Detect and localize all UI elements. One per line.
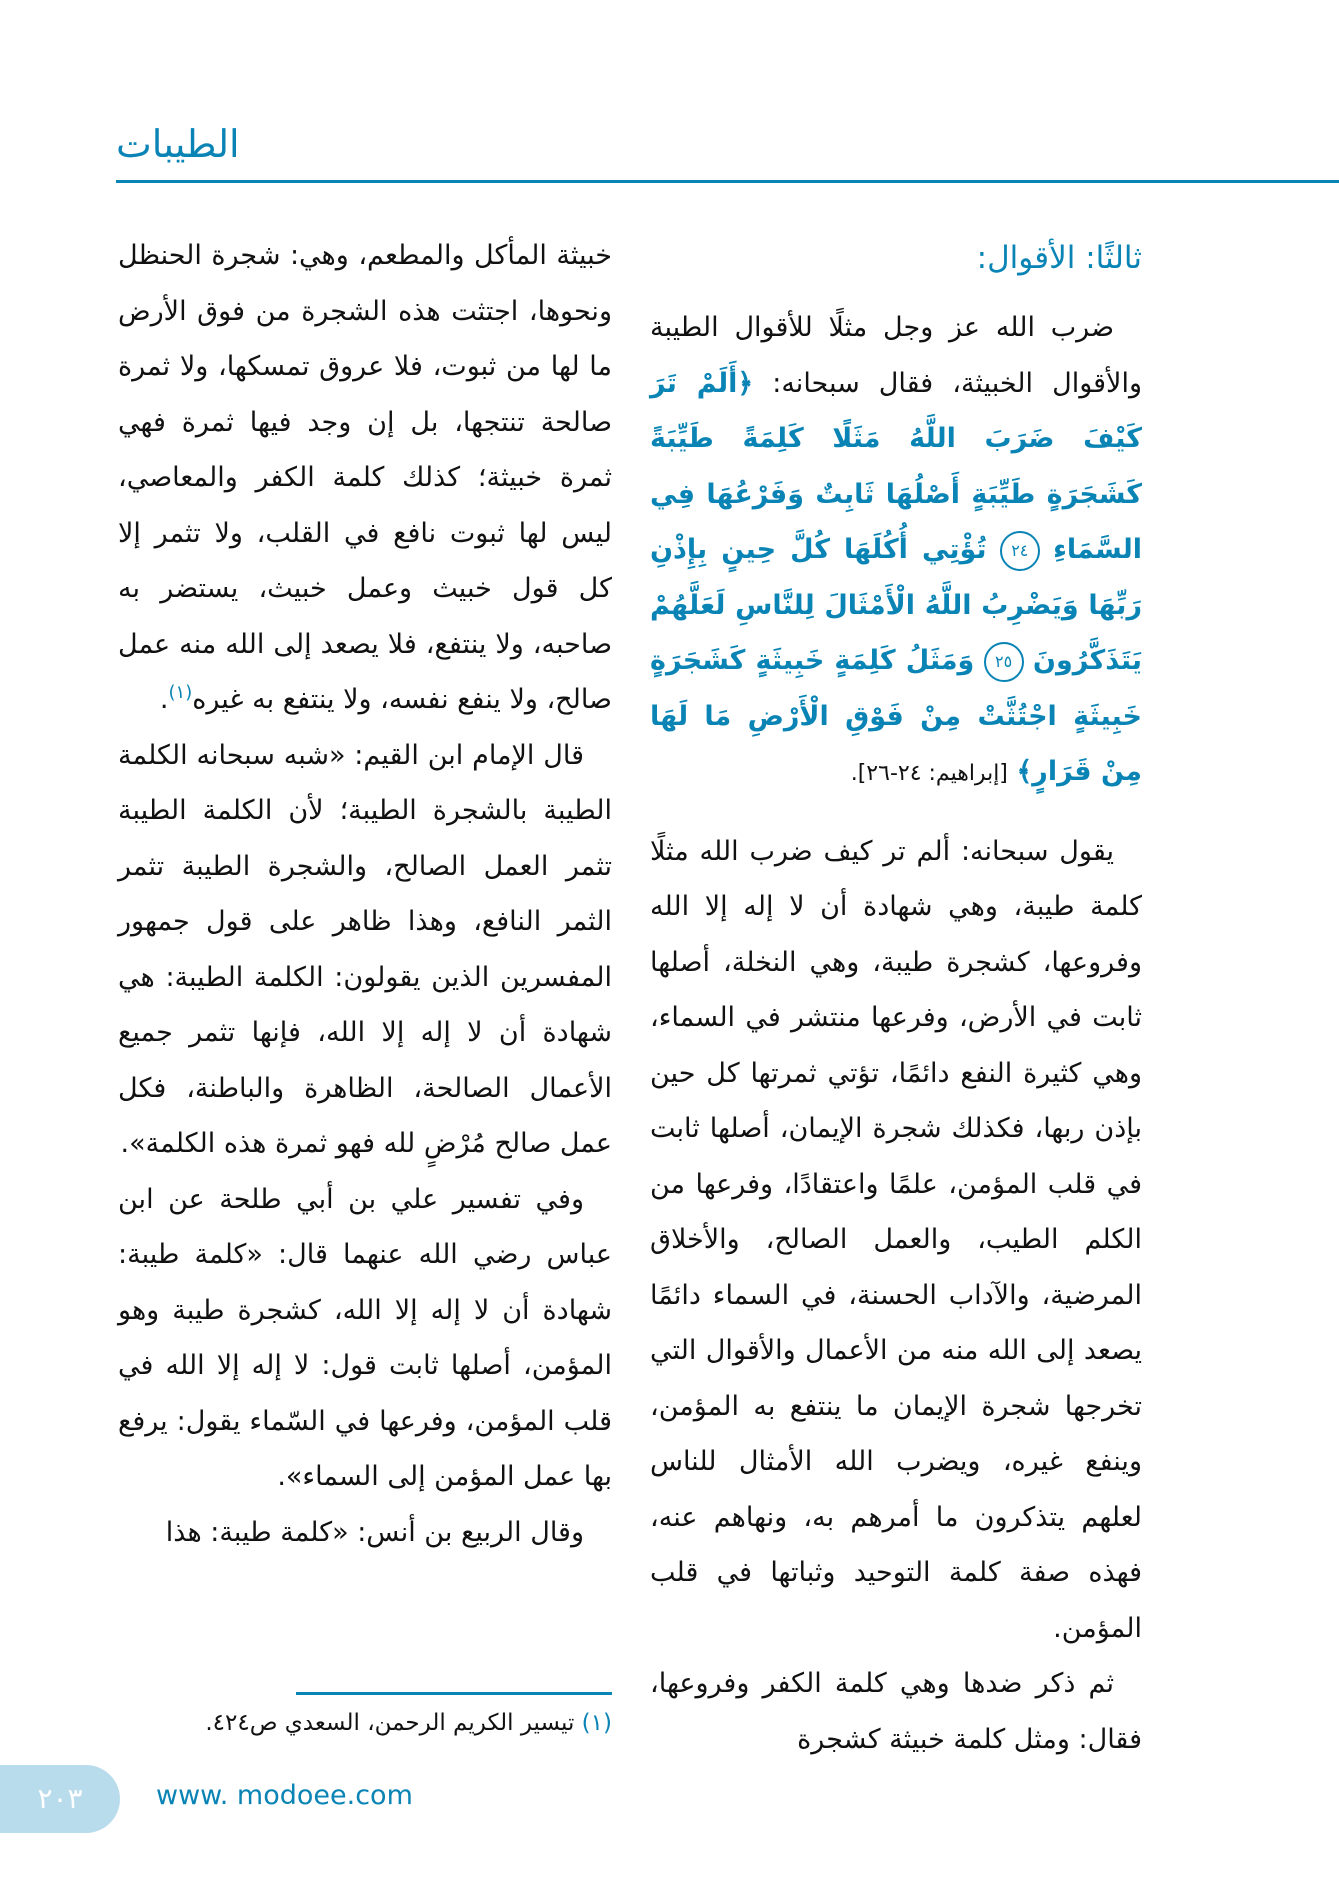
ayah-number-24: ٢٤: [1000, 531, 1040, 571]
header-divider: [116, 180, 1339, 183]
intro-text: ضرب الله عز وجل مثلًا للأقوال الطيبة والأقوال الخبيثة، فقال سبحانه:: [650, 312, 1142, 399]
body-paragraph: قال الإمام ابن القيم: «شبه سبحانه الكلمة الطيبة بالشجرة الطيبة؛ لأن الكلمة الطيبة تثمر العمل الصالح، والشجرة الطيبة تثمر الثمر النافع، وهذا ظاهر على قول جمهور المفسرين الذين يقولون: الكلمة الطيبة: هي شهادة أن لا إله إلا الله، فإنها تثمر جميع الأعمال الصالحة، الظاهرة والباطنة، فكل عمل صالح مُرْضٍ لله فهو ثمرة هذه الكلمة».: [118, 739, 612, 1159]
quran-verse-24: ﴿أَلَمْ تَرَ كَيْفَ ضَرَبَ اللَّهُ مَثَلًا كَلِمَةً طَيِّبَةً كَشَجَرَةٍ طَيِّبَةٍ أَصْلُهَا ثَابِتٌ وَفَرْعُهَا فِي السَّمَاءِ: [650, 367, 1142, 565]
quran-verse-26: وَمَثَلُ كَلِمَةٍ خَبِيثَةٍ كَشَجَرَةٍ خَبِيثَةٍ اجْتُثَّتْ مِنْ فَوْقِ الْأَرْضِ مَا لَهَا مِنْ قَرَارٍ﴾: [650, 645, 1142, 787]
body-paragraph: ثم ذكر ضدها وهي كلمة الكفر وفروعها، فقال: ومثل كلمة خبيثة كشجرة: [650, 1668, 1142, 1755]
section-title: ثالثًا: الأقوال:: [976, 240, 1142, 276]
verse-reference: [إبراهيم: ٢٤-٢٦].: [850, 761, 1008, 786]
right-column: [650, 228, 1142, 1767]
footnote: [150, 1705, 612, 1741]
quran-verse-25: تُؤْتِي أُكُلَهَا كُلَّ حِينٍ بِإِذْنِ رَبِّهَا وَيَضْرِبُ اللَّهُ الْأَمْثَالَ لِلنَّاسِ لَعَلَّهُمْ يَتَذَكَّرُونَ: [650, 534, 1142, 676]
footnote-reference[interactable]: (١): [168, 682, 193, 703]
website-link[interactable]: www. modoee.com: [156, 1780, 413, 1811]
page-number-badge: ٢٠٣: [0, 1765, 120, 1833]
footnote-text: تيسير الكريم الرحمن، السعدي ص٤٢٤.: [205, 1710, 575, 1736]
ayah-number-25: ٢٥: [984, 642, 1024, 682]
footnote-divider: [296, 1692, 612, 1695]
intro-paragraph: [650, 300, 1142, 802]
paragraph-text: خبيثة المأكل والمطعم، وهي: شجرة الحنظل ونحوها، اجتثت هذه الشجرة من فوق الأرض ما لها من ثبوت، فلا عروق تمسكها، ولا ثمرة صالحة تنتجها، بل إن وجد فيها ثمرة فهي ثمرة خبيثة؛ كذلك كلمة الكفر والمعاصي، ليس لها ثبوت نافع في القلب، ولا تثمر إلا كل قول خبيث وعمل خبيث، يستضر به صاحبه، ولا ينتفع، فلا يصعد إلى الله منه عمل صالح، ولا ينفع نفسه، ولا ينتفع به غيره: [118, 240, 612, 715]
body-paragraph: وفي تفسير علي بن أبي طلحة عن ابن عباس رضي الله عنهما قال: «كلمة طيبة: شهادة أن لا إله إلا الله، كشجرة طيبة وهو المؤمن، أصلها ثابت قول: لا إله إلا الله في قلب المؤمن، وفرعها في السّماء يقول: يرفع بها عمل المؤمن إلى السماء».: [118, 1183, 612, 1492]
running-header-title: الطيبات: [116, 122, 240, 166]
body-paragraph: يقول سبحانه: ألم تر كيف ضرب الله مثلًا كلمة طيبة، وهي شهادة أن لا إله إلا الله وفروعها، كشجرة طيبة، وهي النخلة، أصلها ثابت في الأرض، وفرعها منتشر في السماء، وهي كثيرة النفع دائمًا، تؤتي ثمرتها كل حين بإذن ربها، فكذلك شجرة الإيمان، أصلها ثابت في قلب المؤمن، علمًا واعتقادًا، وفرعها من الكلم الطيب، والعمل الصالح، والأخلاق المرضية، والآداب الحسنة، في السماء دائمًا يصعد إلى الله منه من الأعمال والأقوال التي تخرجها شجرة الإيمان ما ينتفع به المؤمن، وينفع غيره، ويضرب الله الأمثال للناس لعلهم يتذكرون ما أمرهم به، ونهاهم عنه، فهذه صفة كلمة التوحيد وثباتها في قلب المؤمن.: [650, 835, 1142, 1644]
footnote-number: (١): [581, 1710, 612, 1736]
left-column: [118, 228, 612, 1560]
body-paragraph: وقال الربيع بن أنس: «كلمة طيبة: هذا: [165, 1516, 584, 1548]
paragraph-end: .: [159, 684, 169, 715]
body-paragraph: [118, 228, 612, 728]
